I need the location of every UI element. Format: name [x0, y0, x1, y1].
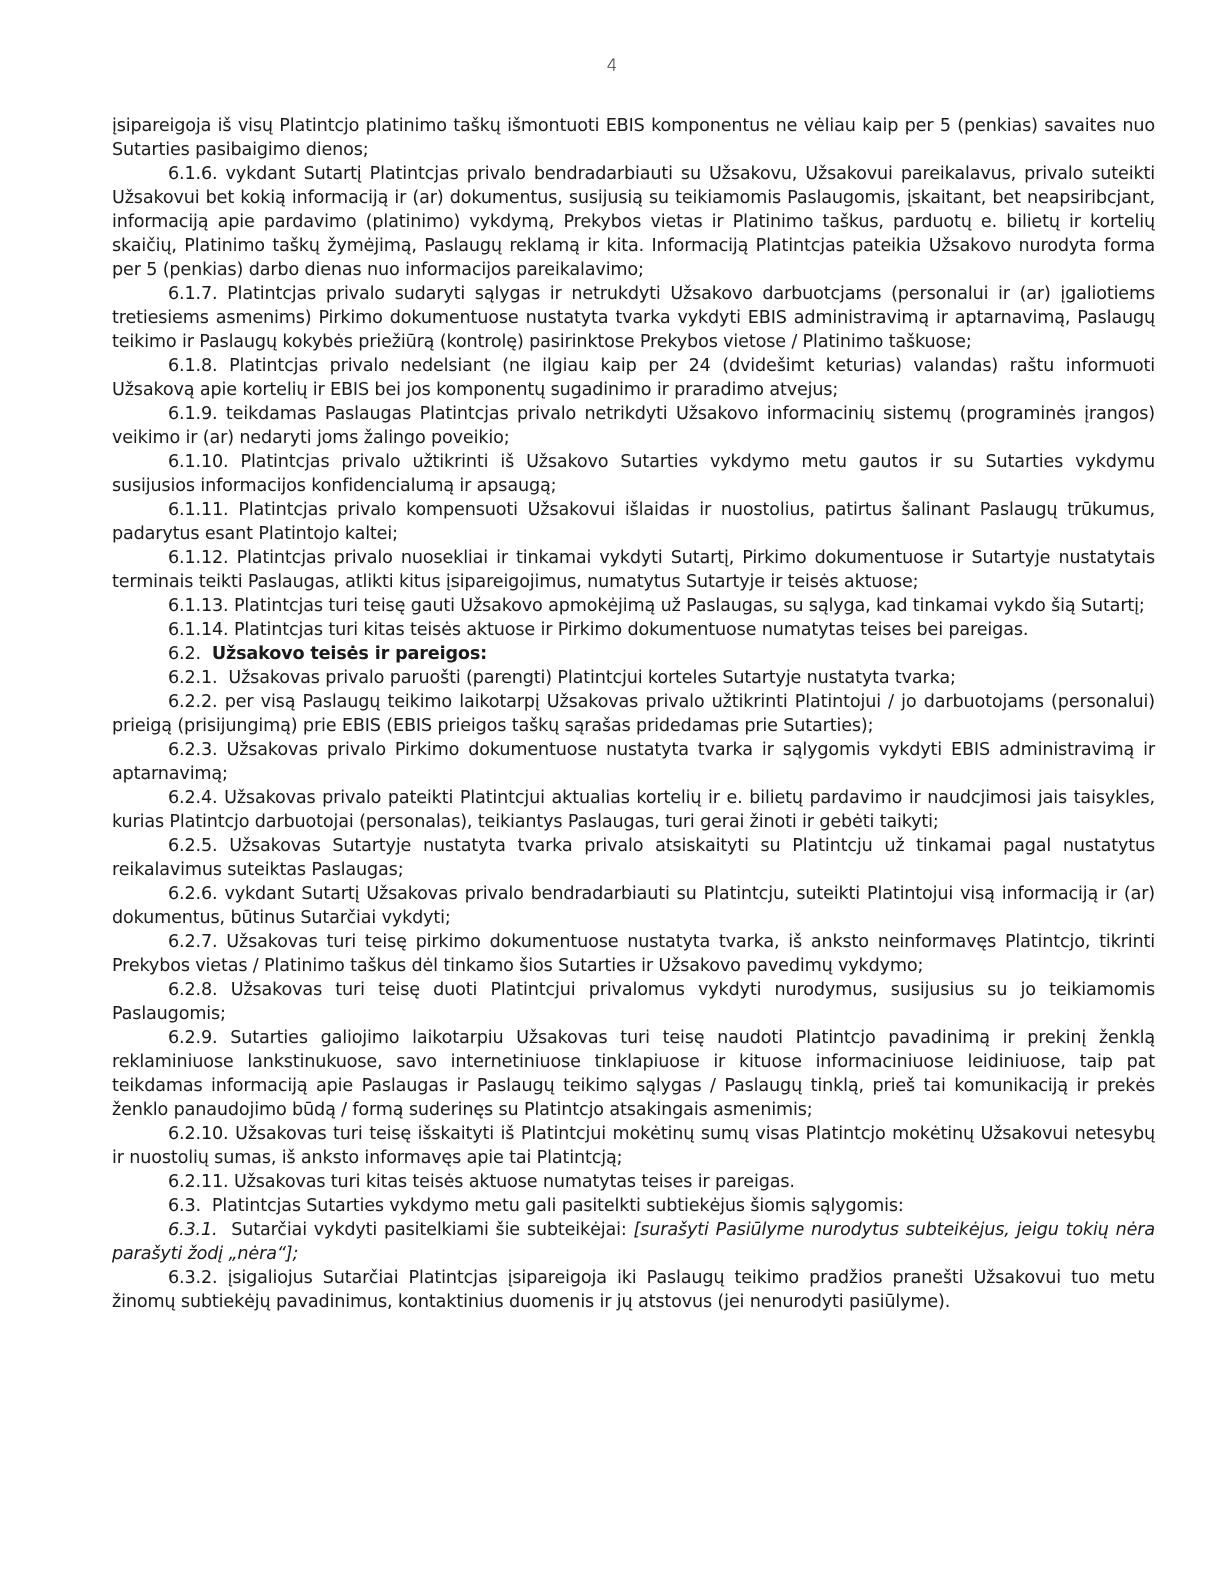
clause-6-1-11: [112, 498, 1155, 546]
clause-6-1-8: [112, 354, 1155, 402]
clause-text: Užsakovas turi teisę išskaityti iš Platintcjui mokėtinų sumų visas Platintcjo mokėtinų Užsakovui netesybų ir nuostolių sumas, iš anksto informavęs apie tai Platintcją;: [112, 1124, 1155, 1168]
clause-number: 6.2.2.: [168, 692, 218, 712]
clause-text: Platintcjas privalo sudaryti sąlygas ir netrukdyti Užsakovo darbuotcjams (personalui ir (ar) įgaliotiems tretiesiems asmenims) Pirkimo dokumentuose nustatyta tvarka vykdyti EBIS administravimą ir aptarnavimą, Paslaugų teikimo ir Paslaugų kokybės priežiūrą (kontrolę) pasirinktose Prekybos vietose / Platinimo taškuose;: [112, 284, 1155, 352]
clause-6-1-14: [112, 618, 1155, 642]
clause-number: 6.2.6.: [168, 884, 218, 904]
clause-6-2-10: [112, 1122, 1155, 1170]
clause-6-2-7: [112, 930, 1155, 978]
clause-number: 6.1.7.: [168, 284, 218, 304]
clause-text: Platintcjas privalo užtikrinti iš Užsakovo Sutarties vykdymo metu gautos ir su Sutarties vykdymu susijusios informacijos konfidencialumą ir apsaugą;: [112, 452, 1155, 496]
clause-6-2-3: [112, 738, 1155, 786]
clause-number: 6.1.6.: [168, 164, 218, 184]
clause-text: Užsakovas privalo pateikti Platintcjui aktualias kortelių ir e. bilietų pardavimo ir naudcjimosi jais taisykles, kurias Platintcjo darbuotojai (personalas), teikiantys Paslaugas, turi gerai žinoti ir gebėti taikyti;: [112, 788, 1155, 832]
clause-6-3-1: [112, 1218, 1155, 1266]
clause-number: 6.1.8.: [168, 356, 218, 376]
clause-text: Platintcjas turi teisę gauti Užsakovo apmokėjimą už Paslaugas, su sąlyga, kad tinkamai vykdo šią Sutartį;: [233, 596, 1145, 616]
clause-text: per visą Paslaugų teikimo laikotarpį Užsakovas privalo užtikrinti Platintojui / jo darbuotojams (personalui) prieigą (prisijungimą) prie EBIS (EBIS prieigos taškų sąrašas pridedamas prie Sutarties);: [112, 692, 1155, 736]
clause-text: Platintcjas privalo kompensuoti Užsakovui išlaidas ir nuostolius, patirtus šalinant Paslaugų trūkumus, padarytus esant Platintojo kaltei;: [112, 500, 1155, 544]
clause-6-1-9: [112, 402, 1155, 450]
section-number: 6.2.: [168, 644, 201, 664]
page-number: 4: [606, 56, 618, 76]
clause-number: 6.1.11.: [168, 500, 229, 520]
clause-6-3: [112, 1194, 1155, 1218]
clause-text: vykdant Sutartį Užsakovas privalo bendradarbiauti su Platintcju, suteikti Platintojui visą informaciją ir (ar) dokumentus, būtinus Sutarčiai vykdyti;: [112, 884, 1155, 928]
clause-number: 6.2.4.: [168, 788, 218, 808]
clause-6-1-7: [112, 282, 1155, 354]
clause-number: 6.3.1.: [168, 1220, 218, 1240]
clause-6-2-5: [112, 834, 1155, 882]
clause-text: Platintcjas privalo nedelsiant (ne ilgiau kaip per 24 (dvidešimt keturias) valandas) raštu informuoti Užsakovą apie kortelių ir EBIS bei jos komponentų sugadinimo ir praradimo atvejus;: [112, 356, 1155, 400]
clause-number: 6.1.10.: [168, 452, 229, 472]
clause-6-2-2: [112, 690, 1155, 738]
clause-text: Užsakovas privalo paruošti (parengti) Platintcjui korteles Sutartyje nustatyta tvarka;: [228, 668, 956, 688]
clause-text: Užsakovas Sutartyje nustatyta tvarka privalo atsiskaityti su Platintcju už tinkamai pagal nustatytus reikalavimus suteiktas Paslaugas;: [112, 836, 1155, 880]
document-body: [112, 114, 1155, 1314]
clause-text: Užsakovas turi teisę pirkimo dokumentuose nustatyta tvarka, iš anksto neinformavęs Platintcjo, tikrinti Prekybos vietas / Platinimo taškus dėl tinkamo šios Sutarties ir Užsakovo pavedimų vykdymo;: [112, 932, 1155, 976]
clause-number: 6.2.8.: [168, 980, 218, 1000]
clause-text: Užsakovas turi teisę duoti Platintcjui privalomus vykdyti nurodymus, susijusius su jo teikiamomis Paslaugomis;: [112, 980, 1155, 1024]
clause-text: Platintcjas privalo nuosekliai ir tinkamai vykdyti Sutartį, Pirkimo dokumentuose ir Sutartyje nustatytais terminais teikti Paslaugas, atlikti kitus įsipareigojimus, numatytus Sutartyje ir teisės aktuose;: [112, 548, 1155, 592]
clause-6-3-2: [112, 1266, 1155, 1314]
clause-number: 6.3.2.: [168, 1268, 218, 1288]
clause-number: 6.2.5.: [168, 836, 218, 856]
clause-text: Sutarties galiojimo laikotarpiu Užsakovas turi teisę naudoti Platintcjo pavadinimą ir prekinį ženklą reklaminiuose lankstinukuose, savo internetiniuose tinklapiuose ir kituose informaciniuose leidiniuose, taip pat teikdamas informaciją apie Paslaugas ir Paslaugų teikimo sąlygas / Paslaugų tinklą, prieš tai komunikaciją ir prekės ženklo panaudojimo būdą / formą suderinęs su Platintcjo atsakingais asmenimis;: [112, 1028, 1155, 1120]
clause-6-1-6: [112, 162, 1155, 282]
clause-number: 6.2.11.: [168, 1172, 229, 1192]
clause-6-2-11: [112, 1170, 1155, 1194]
clause-number: 6.2.1.: [168, 668, 218, 688]
clause-text: Sutarčiai vykdyti pasitelkiami šie subteikėjai:: [231, 1220, 627, 1240]
section-number: 6.3.: [168, 1196, 201, 1216]
placeholder-note: [surašyti Pasiūlyme nurodytus subteikėjus, jeigu tokių nėra parašyti žodį „nėra“];: [112, 1220, 1155, 1264]
clause-text: įsigaliojus Sutarčiai Platintcjas įsipareigoja iki Paslaugų teikimo pradžios pranešti Užsakovui tuo metu žinomų subtiekėjų pavadinimus, kontaktinius duomenis ir jų atstovus (jei nenurodyti pasiūlyme).: [112, 1268, 1155, 1312]
clause-text: Platintcjas turi kitas teisės aktuose ir Pirkimo dokumentuose numatytas teises bei pareigas.: [233, 620, 1029, 640]
clause-6-2-1: [112, 666, 1155, 690]
clause-number: 6.2.9.: [168, 1028, 218, 1048]
clause-text: Užsakovas turi kitas teisės aktuose numatytas teises ir pareigas.: [233, 1172, 795, 1192]
section-heading: Užsakovo teisės ir pareigos:: [211, 644, 488, 664]
clause-6-1-12: [112, 546, 1155, 594]
clause-number: 6.2.7.: [168, 932, 218, 952]
clause-6-2-6: [112, 882, 1155, 930]
clause-number: 6.1.13.: [168, 596, 229, 616]
clause-number: 6.1.14.: [168, 620, 229, 640]
clause-6-2-8: [112, 978, 1155, 1026]
clause-text: Platintcjas Sutarties vykdymo metu gali pasitelkti subtiekėjus šiomis sąlygomis:: [211, 1196, 904, 1216]
clause-number: 6.2.3.: [168, 740, 218, 760]
clause-number: 6.1.12.: [168, 548, 229, 568]
paragraph-text: įsipareigoja iš visų Platintcjo platinimo taškų išmontuoti EBIS komponentus ne vėliau kaip per 5 (penkias) savaites nuo Sutarties pasibaigimo dienos;: [112, 116, 1155, 160]
clause-number: 6.2.10.: [168, 1124, 229, 1144]
paragraph-continuation: [112, 114, 1155, 162]
clause-6-2-4: [112, 786, 1155, 834]
section-heading-6-2: [112, 642, 1155, 666]
clause-6-1-13: [112, 594, 1155, 618]
clause-number: 6.1.9.: [168, 404, 218, 424]
clause-6-1-10: [112, 450, 1155, 498]
clause-text: teikdamas Paslaugas Platintcjas privalo netrikdyti Užsakovo informacinių sistemų (programinės įrangos) veikimo ir (ar) nedaryti joms žalingo poveikio;: [112, 404, 1155, 448]
clause-text: vykdant Sutartį Platintcjas privalo bendradarbiauti su Užsakovu, Užsakovui pareikalavus, privalo suteikti Užsakovui bet kokią informaciją ir (ar) dokumentus, susijusią su teikiamomis Paslaugomis, įskaitant, bet neapsiribcjant, informaciją apie pardavimo (platinimo) vykdymą, Prekybos vietas ir Platinimo taškus, parduotų e. bilietų ir kortelių skaičių, Platinimo taškų žymėjimą, Paslaugų reklamą ir kita. Informaciją Platintcjas pateikia Užsakovo nurodyta forma per 5 (penkias) darbo dienas nuo informacijos pareikalavimo;: [112, 164, 1155, 280]
clause-text: Užsakovas privalo Pirkimo dokumentuose nustatyta tvarka ir sąlygomis vykdyti EBIS administravimą ir aptarnavimą;: [112, 740, 1155, 784]
clause-6-2-9: [112, 1026, 1155, 1122]
